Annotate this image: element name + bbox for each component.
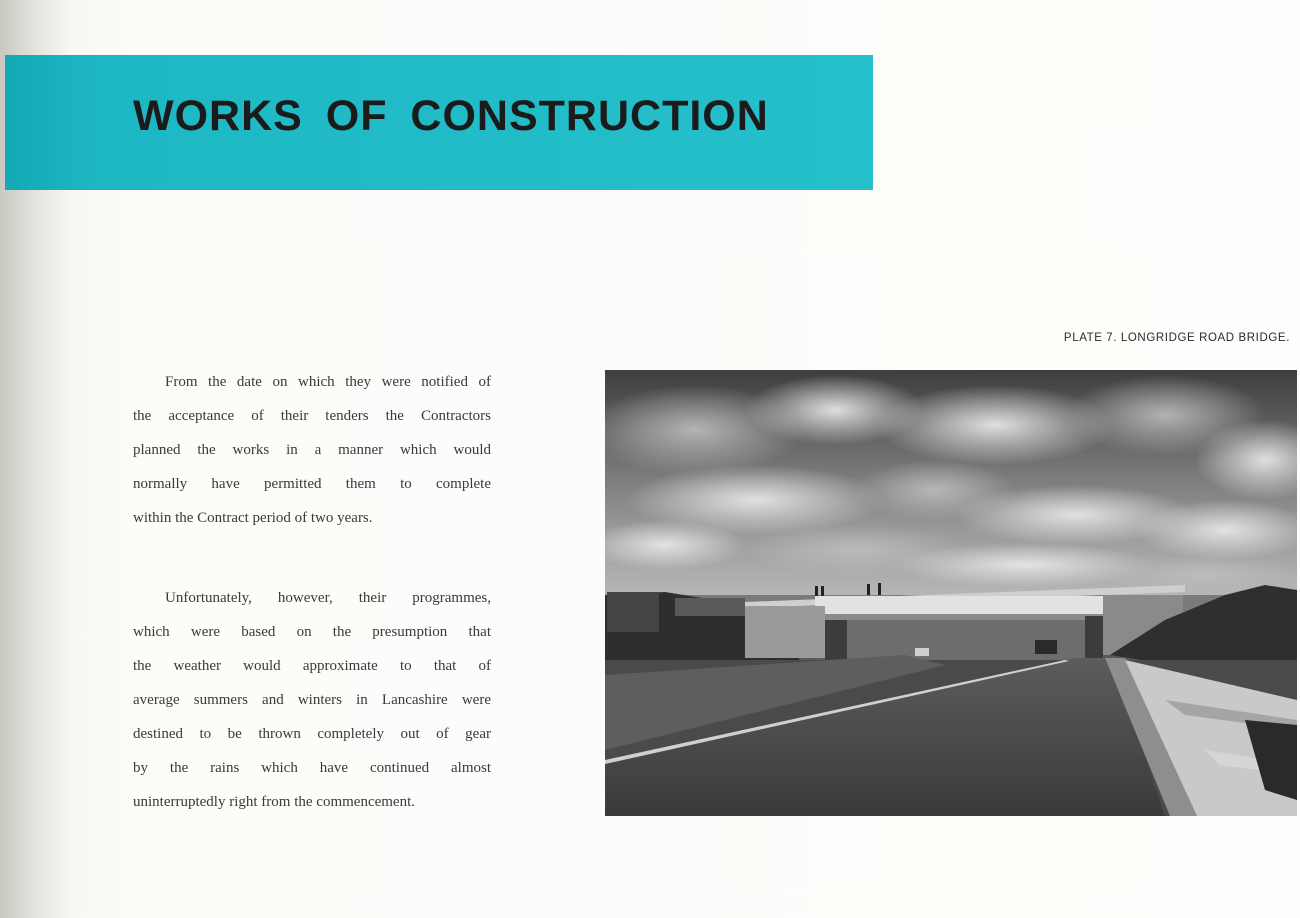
text-line: average summers and winters in Lancashire were xyxy=(133,692,491,708)
text-line: planned the works in a manner which would xyxy=(133,442,491,458)
bridge-photograph xyxy=(605,370,1297,816)
text-line: uninterruptedly right from the commencement. xyxy=(133,794,415,810)
text-line: the acceptance of their tenders the Contractors xyxy=(133,408,491,424)
paragraph-2 xyxy=(133,581,491,819)
page-title: WORKS OF CONSTRUCTION xyxy=(133,92,769,140)
text-line: Unfortunately, however, their programmes, xyxy=(165,590,491,606)
text-line: by the rains which have continued almost xyxy=(133,760,491,776)
text-line: destined to be thrown completely out of gear xyxy=(133,726,491,742)
text-line: normally have permitted them to complete xyxy=(133,476,491,492)
text-line: From the date on which they were notified of xyxy=(165,374,491,390)
bridge-pier-left xyxy=(825,620,847,664)
text-line: which were based on the presumption that xyxy=(133,624,491,640)
text-line: the weather would approximate to that of xyxy=(133,658,491,674)
paragraph-1 xyxy=(133,365,491,535)
bridge-deck xyxy=(815,596,1105,614)
bridge-pier-right xyxy=(1085,616,1103,662)
plate-caption: PLATE 7. LONGRIDGE ROAD BRIDGE. xyxy=(1063,332,1290,344)
text-line: within the Contract period of two years. xyxy=(133,510,373,526)
